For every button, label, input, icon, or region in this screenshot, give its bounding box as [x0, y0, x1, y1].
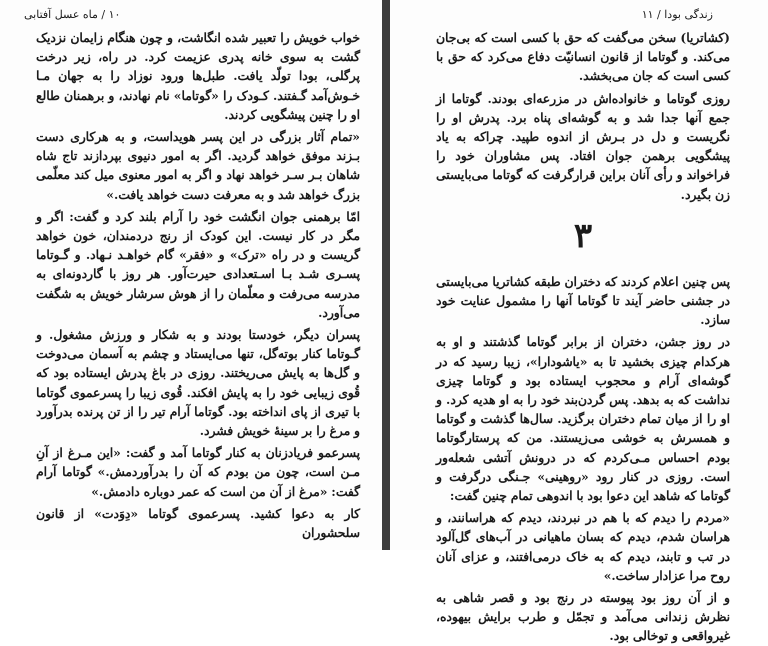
right-page	[390, 0, 768, 644]
paragraph: کار به دعوا کشید. پسرعموی گوتاما «دِوَدت» از قانون سلحشوران	[36, 505, 360, 541]
book-gutter	[382, 0, 390, 550]
paragraph: «تمام آثار بزرگی در این پسر هویداست، و به هرکاری دست بـزند موفق خواهد گردید. اگر به امور دنیوی بپردازند تاج شاه شاهان بـر سـر خواهد نهاد و اگر به امور معنوی میل کند معلّمی بزرگ خواهد شد و به معرفت دست خواهد یافت.»	[36, 129, 360, 202]
paragraph: (کشاتریا) سخن می‌گفت که حق با کسی است که بی‌جان می‌کند. و گوتاما از قانون انسانیّت دفاع می‌کرد که حق با کسی است که جان می‌بخشد.	[436, 30, 730, 84]
left-page-body	[36, 28, 360, 542]
left-page-header: ۱۰ / ماه عسل آفتابی	[24, 8, 121, 21]
left-page	[0, 0, 382, 550]
chapter-number: ۳	[573, 215, 593, 256]
paragraph: در روز جشن، دختران از برابر گوتاما گذشتند و او به هرکدام چیزی بخشید تا به «یاشودارا»، زیبا رسید که در گوشه‌ای آرام و محجوب ایستاده بود و گوتاما چیزی نداشت که به بدهد. پس گردن‌بند خود را به او هدیه کرد. و او را از میان تمام دختران برگزید. سال‌ها گذشت و گوتاما و همسرش به خوشی می‌زیستند. من که پرستارگوتاما بودم احساس مـی‌کردم که در درونش آتشی شعله‌ور است. روزی در کنار رود «روهینی» جـنگی درگرفت و گوتاما که شاهد این دعوا بود با اندوهی تمام چنین گفت:	[436, 334, 730, 504]
paragraph: روزی گوتاما و خانواده‌اش در مزرعه‌ای بودند. گوتاما از جمع آنها جدا شد و به گوشه‌ای پناه برد. پدرش او را نگریست و دل در بـرش از اندوه طپید. چراکه به یاد پیشگویی برهمن جوان افتاد. پس مشاوران خود را فراخواند و رأی آنان براین قرارگرفت که گوتاما می‌بایستی زن بگیرد.	[436, 90, 730, 202]
paragraph: و از آن روز بود پیوسته در رنج بود و قصر شاهی به نظرش زندانی می‌آمد و تجمّل و طرب برایش بیهوده، غیرواقعی و توخالی بود.	[436, 590, 730, 644]
paragraph: پسران دیگر، خودستا بودند و به شکار و ورزش مشغول. و گـوتاما کنار بوته‌گل، تنها می‌ایستاد و چشم به آسمان می‌دوخت و گل‌ها به پایش می‌ریختند. روزی در باغ پدرش ایستاده بود که قُوی زیبایی خود را به پایش افکند. قُوی زیبا را پسرعموی گوتاما با تیری از پای انداخته بود. گوتاما آرام تیر را از تن پرنده بدرآورد و مرغ را بر سینهٔ خویش فشرد.	[36, 327, 360, 439]
paragraph: امّا برهمنی جوان انگشت خود را آرام بلند کرد و گفت: اگر و مگر در کار نیست. این کودک از رنج دردمندان، خون خواهد گریست و در راه «ترک» و «فقر» گام خواهـد نـهاد. و گـوتاما پسـری شـد بـا اسـتعدادی حیرت‌آور. هر روز با گاردونه‌ای به مدرسه می‌رفت و معلّمان را از هوش سرشار خویش به شگفت می‌آورد.	[36, 208, 360, 320]
right-page-header: زندگی بودا / ۱۱	[641, 8, 713, 21]
paragraph: «مردم را دیدم که با هم در نبردند، دیدم که هراسانند، و هراسان شدم، دیدم که بسان ماهیانی در آب‌های گل‌آلود در تب و تابند، دیدم که به خاک درمی‌افتند، و عزای آنان روح مرا عزادار ساخت.»	[436, 510, 730, 583]
right-page-body	[436, 28, 730, 646]
paragraph: خواب خویش را تعبیر شده انگاشت، و چون هنگام زایمان نزدیک گشت به سوی خانه پدری عزیمت کرد. در راه، زیر درخت پرگلی، بودا تولّد یافت. طبل‌ها ورود نوزاد را به جهان مـا خـوش‌آمد گـفتند. کـودک را «گوتاما» نام نهادند، و برهمنان طالع او را چنین پیشگویی کردند.	[36, 30, 360, 122]
paragraph: پسرعمو فریادزنان به کنار گوتاما آمد و گفت: «این مـرغ از آنِ مـن است، چون من بودم که آن را بدرآوردمش.» گوتاما آرام گفت: «مرغ از آن من است که عمر دوباره دادمش.»	[36, 445, 360, 499]
paragraph: پس چنین اعلام کردند که دختران طبقه کشاتریا می‌بایستی در جشنی حاضر آیند تا گوتاما آنها را مشمول عنایت خود سازد.	[436, 273, 730, 328]
